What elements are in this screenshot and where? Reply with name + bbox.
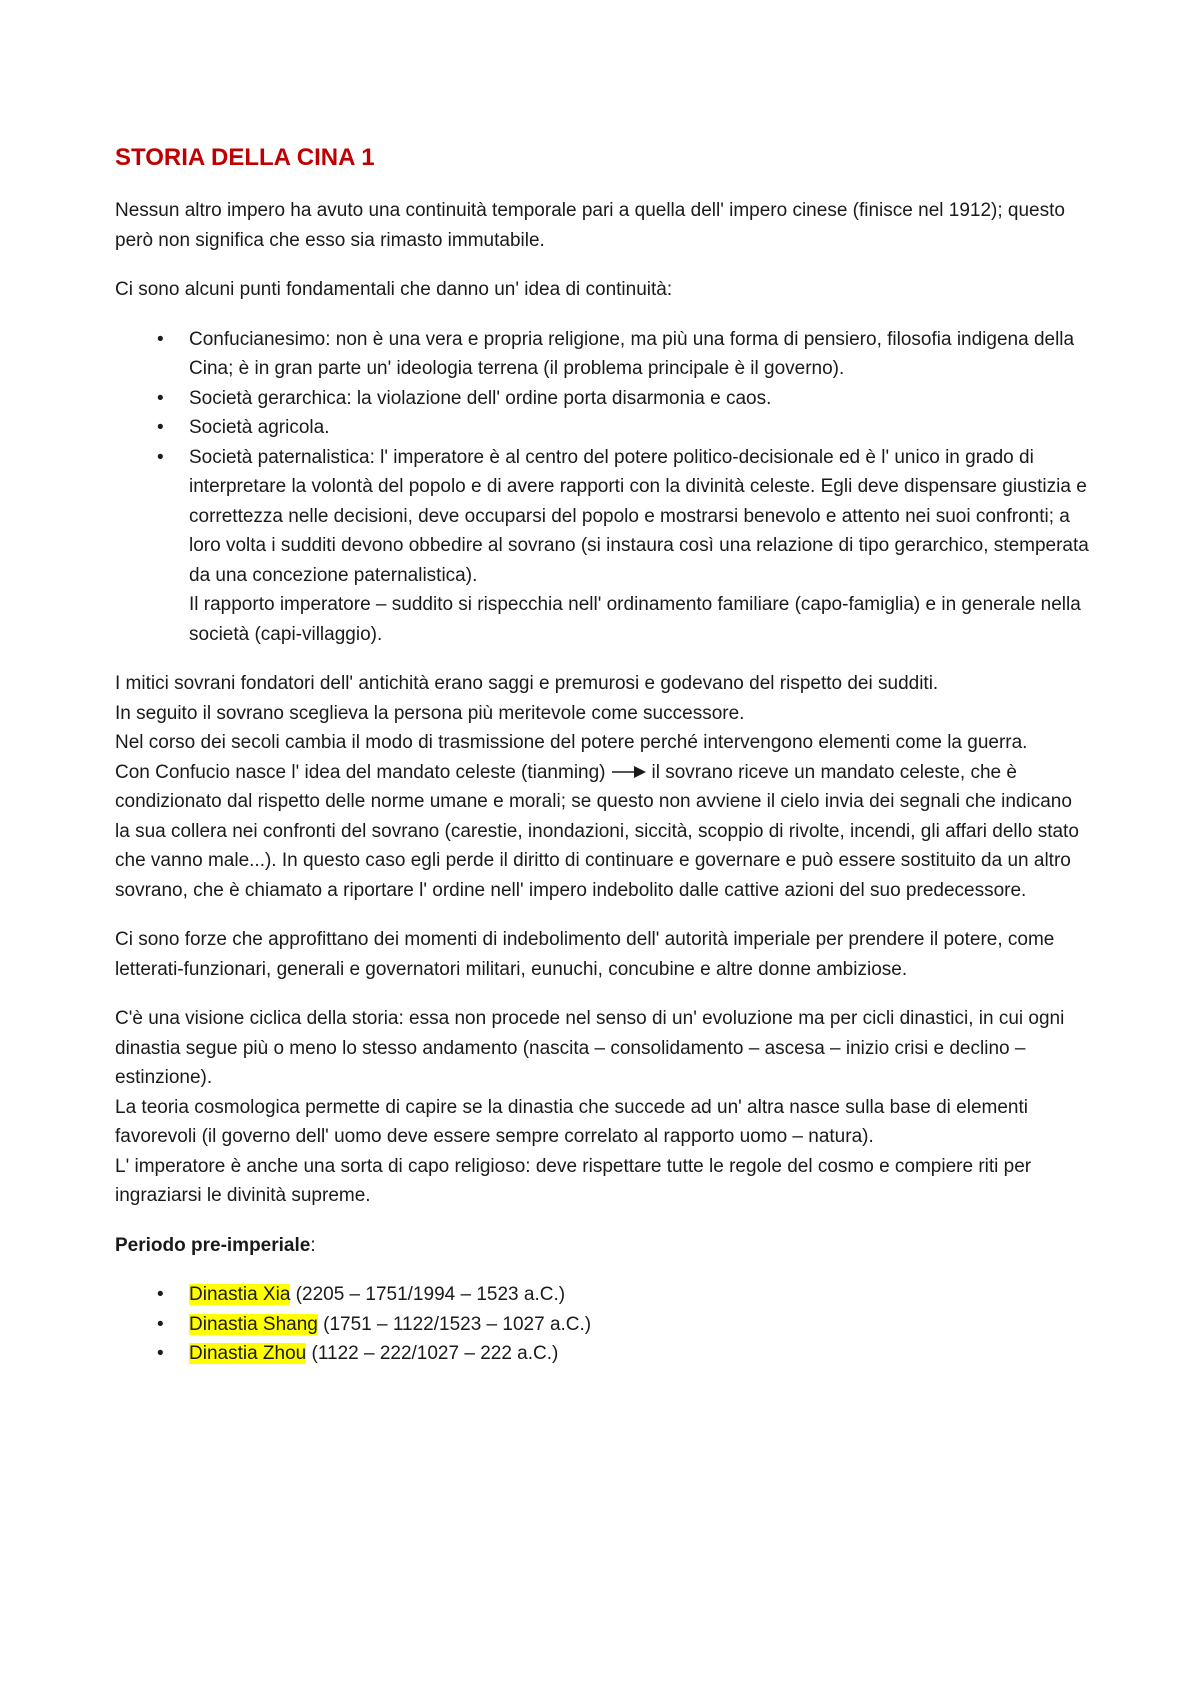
list-item — [115, 384, 1090, 414]
bullet-icon: • — [157, 417, 164, 438]
bullet-icon: • — [157, 1313, 164, 1335]
dynasty-name: Dinastia Zhou — [189, 1343, 307, 1364]
dynasty-name: Dinastia Shang — [189, 1313, 318, 1335]
list-item — [115, 325, 1090, 384]
bullet-icon: • — [157, 1284, 164, 1305]
list-item — [115, 1339, 1090, 1369]
period-heading — [115, 1231, 1090, 1261]
intro-lead: Ci sono alcuni punti fondamentali che danno un' idea di continuità: — [115, 279, 673, 300]
cyclic-line-1: C'è una visione ciclica della storia: essa non procede nel senso di un' evoluzione ma per cicli dinastici, in cui ogni dinastia segue più o meno lo stesso andamento (nascita – consolidamento – ascesa – inizio crisi e declino – estinzione). — [115, 1008, 1065, 1088]
bullet-icon: • — [157, 1343, 164, 1364]
mandate-line-3: Nel corso dei secoli cambia il modo di trasmissione del potere perché intervengono elementi come la guerra. — [115, 732, 1028, 753]
cyclic-line-2: La teoria cosmologica permette di capire se la dinastia che succede ad un' altra nasce sulla base di elementi favorevoli (il governo dell' uomo deve essere sempre correlato al rapporto uomo – natura). — [115, 1096, 1028, 1147]
list-item-text: Società paternalistica: l' imperatore è al centro del potere politico-decisionale ed è l' unico in grado di interpretare la volontà del popolo e di avere rapporti con la divinità celeste. Egli deve dispensare giustizia e correttezza nelle decisioni, deve occuparsi del popolo e mostrarsi benevolo e attento nei suoi confronti; a loro volta i sudditi devono obbedire al sovrano (si instaura così una relazione di tipo gerarchico, stemperata da una concezione paternalistica). — [189, 446, 1089, 586]
mandate-section — [115, 669, 1090, 905]
mandate-line-4-end: il sovrano riceve un mandato celeste, che è condizionato dal rispetto delle norme umane e morali; se questo non avviene il cielo invia dei segnali che indicano la sua collera nei confronti del sovrano (carestie, inondazioni, siccità, scoppio di rivolte, incendi, gli affari dello stato che vanno male...). In questo caso egli perde il diritto di continuare e governare e può essere sostituito da un altro sovrano, che è chiamato a riportare l' ordine nell' impero indebolito dalle cattive azioni del suo predecessore. — [115, 761, 1079, 901]
dynasty-dates: (1751 – 1122/1523 – 1027 a.C.) — [317, 1313, 592, 1335]
cyclic-line-3: L' imperatore è anche una sorta di capo religioso: deve rispettare tutte le regole del cosmo e compiere riti per ingraziarsi le divinità supreme. — [115, 1155, 1032, 1206]
list-item — [115, 443, 1090, 650]
bullet-icon: • — [157, 328, 164, 350]
cyclic-section — [115, 1004, 1090, 1211]
mandate-line-1: I mitici sovrani fondatori dell' antichità erano saggi e premurosi e godevano del rispetto dei sudditi. — [115, 673, 939, 694]
list-item-text: Società gerarchica: la violazione dell' ordine porta disarmonia e caos. — [189, 387, 772, 409]
intro-paragraph: Nessun altro impero ha avuto una continuità temporale pari a quella dell' impero cinese (finisce nel 1912); questo però non significa che esso sia rimasto immutabile. — [115, 200, 1065, 251]
bullet-icon: • — [157, 387, 164, 409]
forces-paragraph: Ci sono forze che approfittano dei momenti di indebolimento dell' autorità imperiale per prendere il potere, come letterati-funzionari, generali e governatori militari, eunuchi, concubine e altre donne ambiziose. — [115, 929, 1055, 980]
list-item-text: Società agricola. — [189, 417, 330, 438]
dynasty-dates: (2205 – 1751/1994 – 1523 a.C.) — [290, 1284, 566, 1305]
dynasty-list — [115, 1280, 1090, 1369]
list-item — [115, 413, 1090, 443]
list-item — [115, 1310, 1090, 1340]
mandate-line-4 — [115, 758, 1090, 906]
mandate-line-4-start: Con Confucio nasce l' idea del mandato celeste (tianming) — [115, 761, 606, 783]
key-points-list — [115, 325, 1090, 650]
period-heading-text: Periodo pre-imperiale — [115, 1234, 311, 1256]
dynasty-dates: (1122 – 222/1027 – 222 a.C.) — [306, 1343, 559, 1364]
period-heading-colon: : — [310, 1234, 316, 1256]
bullet-icon: • — [157, 446, 164, 468]
list-item-text: Confucianesimo: non è una vera e propria religione, ma più una forma di pensiero, filosofia indigena della Cina; è in gran parte un' ideologia terrena (il problema principale è il governo). — [189, 328, 1075, 379]
arrow-right-icon — [610, 765, 648, 779]
list-item-extra-text: Il rapporto imperatore – suddito si rispecchia nell' ordinamento familiare (capo-famiglia) e in generale nella società (capi-villaggio). — [189, 594, 1081, 645]
dynasty-name: Dinastia Xia — [189, 1284, 291, 1305]
mandate-line-2: In seguito il sovrano sceglieva la persona più meritevole come successore. — [115, 702, 745, 724]
document-title: STORIA DELLA CINA 1 — [115, 144, 375, 171]
list-item — [115, 1280, 1090, 1310]
